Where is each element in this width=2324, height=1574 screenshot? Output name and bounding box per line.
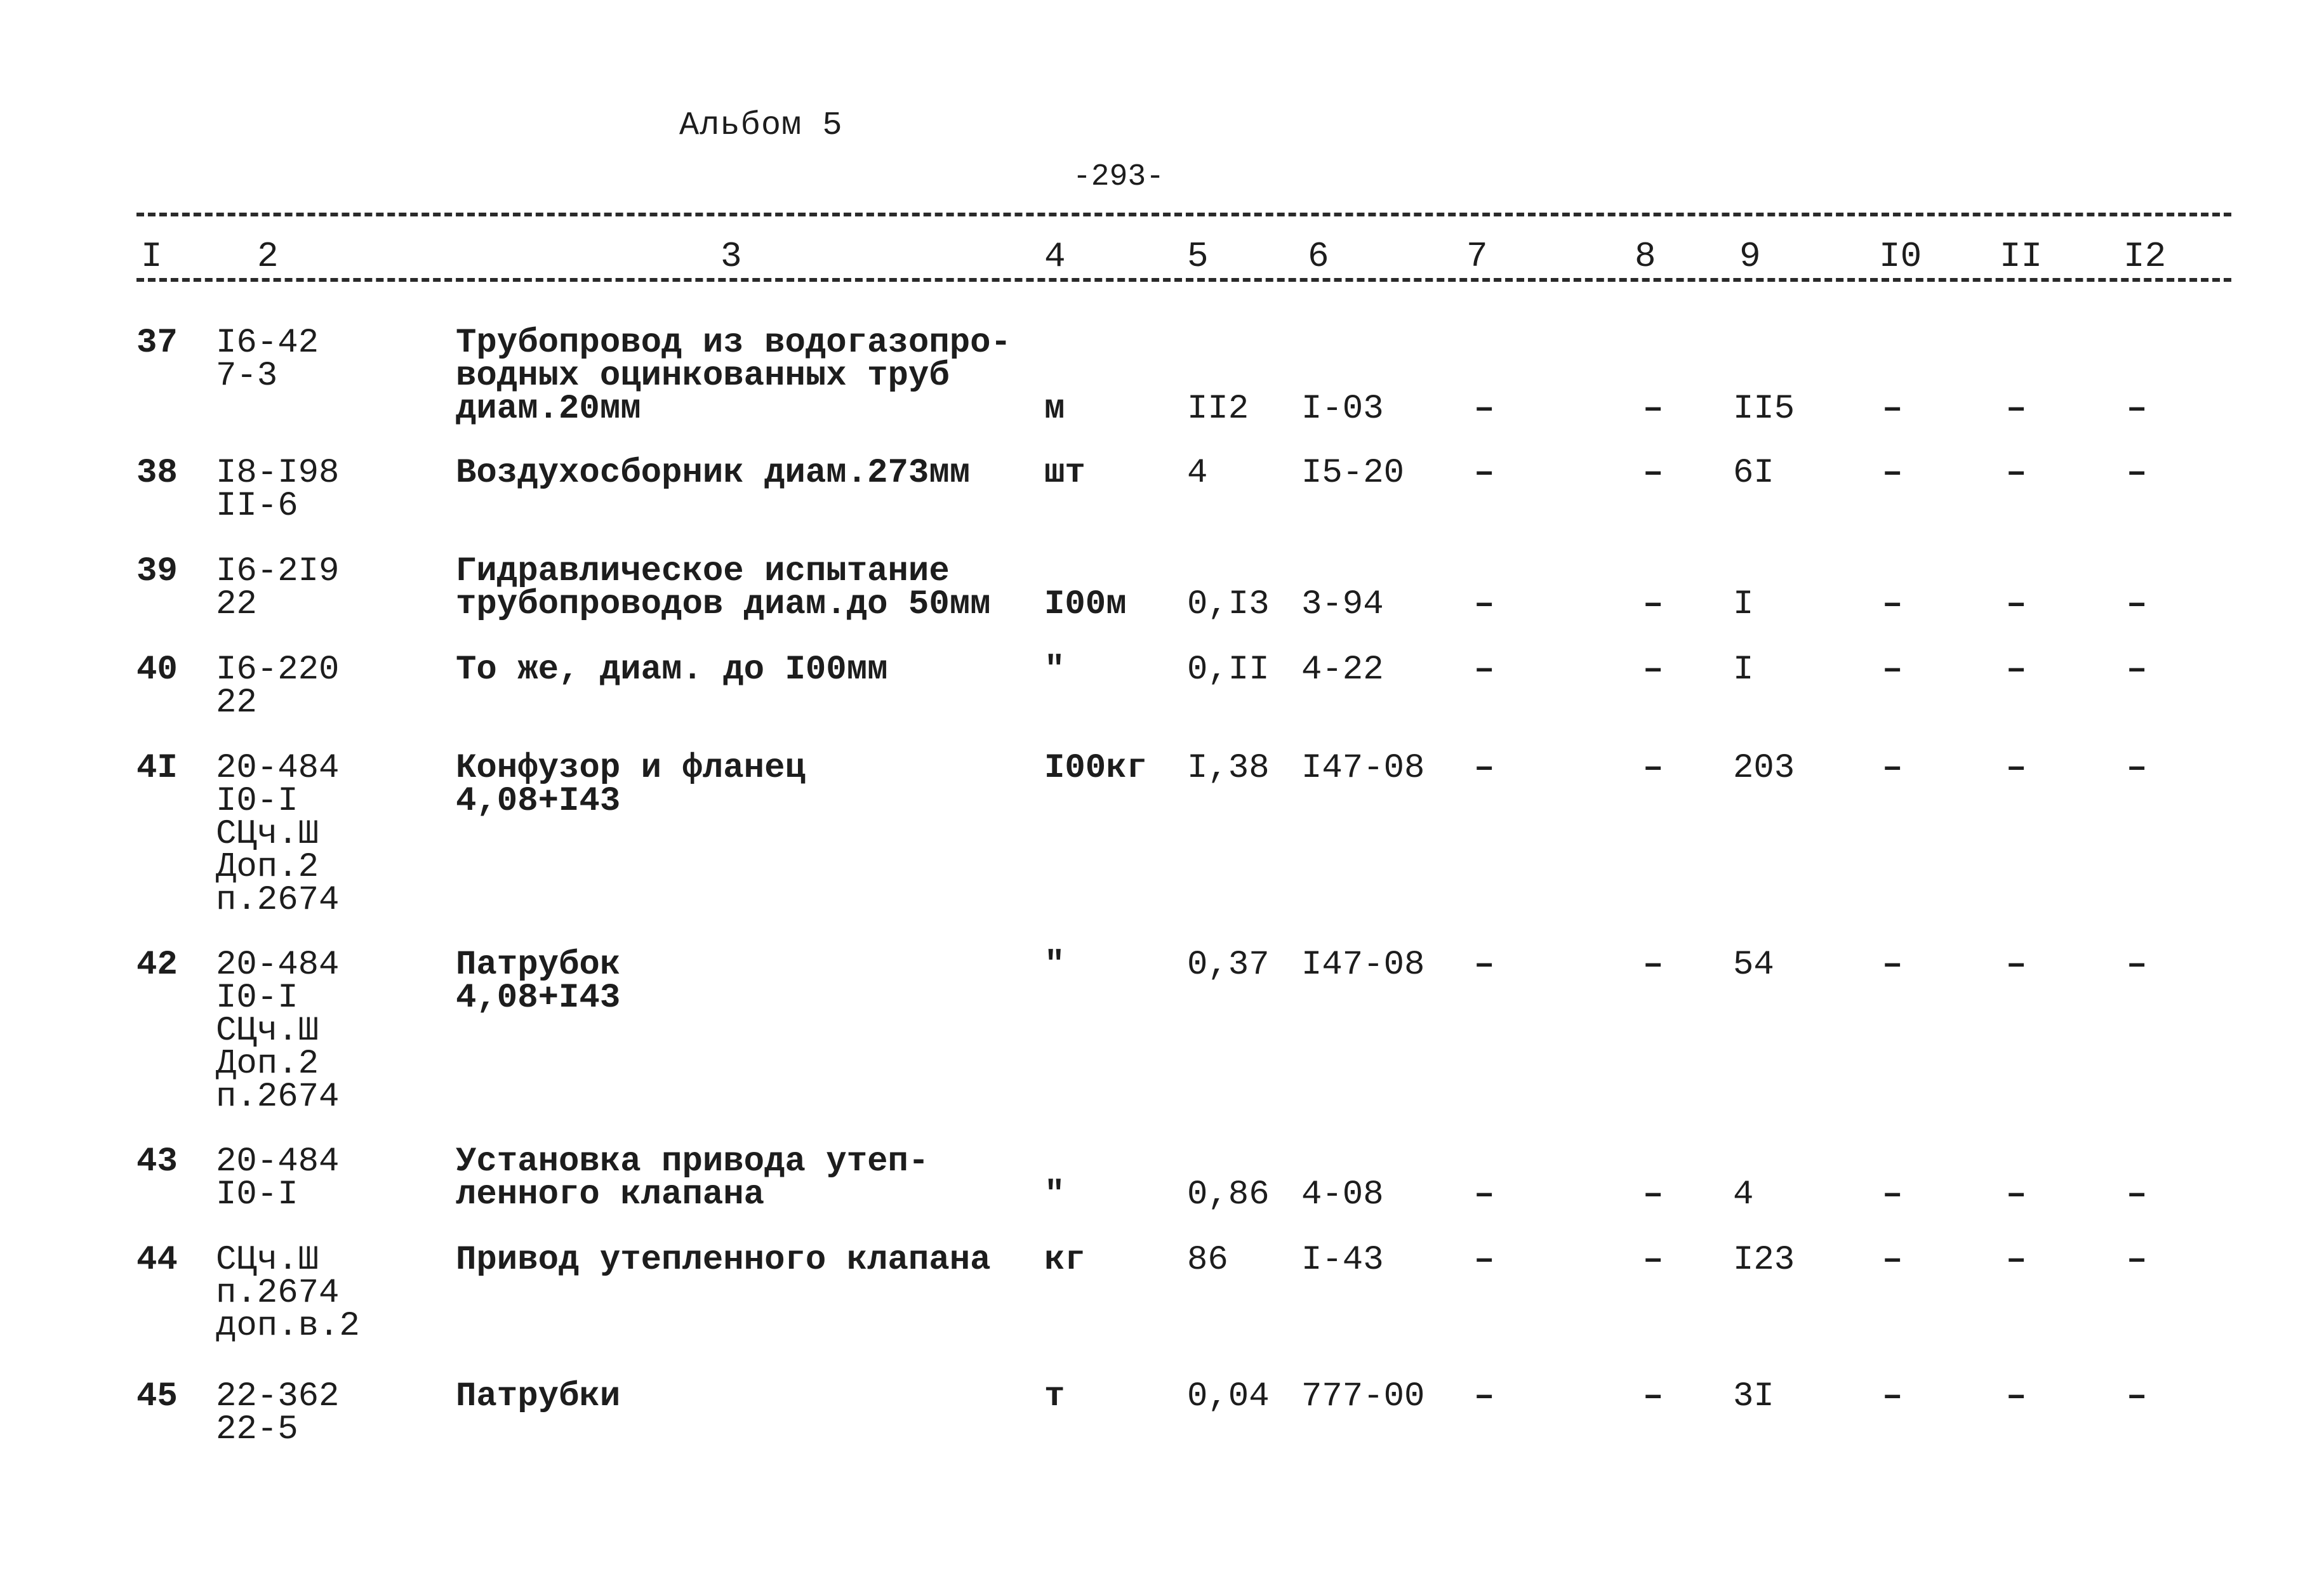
quantity: 0,37 (1187, 946, 1270, 984)
col-10-value: – (1882, 651, 1903, 689)
col-10-value: – (1882, 946, 1903, 984)
col-9-value: I (1733, 651, 1754, 689)
page-number: -293- (1073, 160, 1165, 194)
top-rule (136, 213, 2231, 216)
norm-code-line: СЦч.Ш (216, 1012, 319, 1050)
norm-code-line: I6-2I9 (216, 552, 340, 591)
col-12-value: – (2127, 390, 2148, 428)
col-10-value: – (1882, 749, 1903, 788)
norm-code-line: п.2674 (216, 881, 340, 920)
norm-code-line: 22 (216, 684, 257, 722)
col-7-value: – (1474, 651, 1495, 689)
row-number: 40 (136, 651, 178, 689)
row-number: 42 (136, 946, 178, 984)
unit-price: I-43 (1301, 1241, 1384, 1280)
work-description (456, 552, 991, 624)
col-7-value: – (1474, 585, 1495, 624)
album-title: Альбом 5 (679, 107, 843, 144)
unit-price: 777-00 (1301, 1377, 1425, 1416)
unit-of-measure: т (1044, 1377, 1065, 1416)
quantity: 0,II (1187, 651, 1270, 689)
work-description-line: То же, диам. до I00мм (456, 651, 888, 689)
col-7-value: – (1474, 1175, 1495, 1214)
unit-of-measure: шт (1044, 454, 1086, 493)
row-number: 44 (136, 1241, 178, 1280)
col-11-value: – (2006, 1175, 2027, 1214)
norm-code-line: I6-42 (216, 324, 319, 362)
col-11-value: – (2006, 454, 2027, 493)
col-8-value: – (1643, 390, 1664, 428)
norm-code (216, 324, 319, 395)
col-8-value: – (1643, 651, 1664, 689)
col-10-value: – (1882, 454, 1903, 493)
work-description-line: Гидравлическое испытание (456, 552, 950, 591)
unit-of-measure: м (1044, 390, 1065, 428)
norm-code (216, 651, 340, 722)
work-description-line: Трубопровод из водогазопро- (456, 324, 1011, 362)
work-description (456, 1241, 991, 1280)
quantity: I,38 (1187, 749, 1270, 788)
row-number: 39 (136, 552, 178, 591)
unit-of-measure: " (1044, 946, 1065, 984)
col-header-1: I (141, 236, 163, 277)
col-11-value: – (2006, 946, 2027, 984)
col-12-value: – (2127, 1377, 2148, 1416)
col-7-value: – (1474, 390, 1495, 428)
norm-code (216, 749, 340, 920)
quantity: 0,04 (1187, 1377, 1270, 1416)
col-header-9: 9 (1739, 236, 1761, 277)
work-description (456, 324, 1011, 428)
col-10-value: – (1882, 390, 1903, 428)
work-description-line: Конфузор и фланец (456, 749, 806, 788)
row-number: 45 (136, 1377, 178, 1416)
col-7-value: – (1474, 1377, 1495, 1416)
col-9-value: 6I (1733, 454, 1774, 493)
col-7-value: – (1474, 454, 1495, 493)
norm-code-line: I0-I (216, 782, 298, 821)
col-11-value: – (2006, 390, 2027, 428)
work-description (456, 454, 971, 493)
col-8-value: – (1643, 749, 1664, 788)
col-7-value: – (1474, 749, 1495, 788)
unit-of-measure: кг (1044, 1241, 1086, 1280)
col-9-value: I (1733, 585, 1754, 624)
col-header-2: 2 (257, 236, 279, 277)
col-header-7: 7 (1466, 236, 1488, 277)
col-9-value: 4 (1733, 1175, 1754, 1214)
col-8-value: – (1643, 585, 1664, 624)
quantity: 0,86 (1187, 1175, 1270, 1214)
col-header-8: 8 (1635, 236, 1656, 277)
col-11-value: – (2006, 749, 2027, 788)
work-description-line: 4,08+I43 (456, 979, 621, 1017)
col-header-11: II (2000, 236, 2043, 277)
norm-code-line: 22-362 (216, 1377, 340, 1416)
col-8-value: – (1643, 946, 1664, 984)
col-7-value: – (1474, 1241, 1495, 1280)
col-12-value: – (2127, 454, 2148, 493)
norm-code-line: I8-I98 (216, 454, 340, 493)
col-10-value: – (1882, 1241, 1903, 1280)
norm-code-line: I6-220 (216, 651, 340, 689)
col-11-value: – (2006, 585, 2027, 624)
work-description-line: 4,08+I43 (456, 782, 621, 821)
unit-of-measure: I00м (1044, 585, 1127, 624)
col-12-value: – (2127, 651, 2148, 689)
col-9-value: 54 (1733, 946, 1774, 984)
col-header-3: 3 (720, 236, 742, 277)
quantity: 4 (1187, 454, 1208, 493)
work-description (456, 1377, 621, 1416)
col-header-12: I2 (2123, 236, 2167, 277)
work-description-line: диам.20мм (456, 390, 641, 428)
norm-code (216, 454, 340, 526)
col-header-6: 6 (1308, 236, 1329, 277)
col-11-value: – (2006, 1241, 2027, 1280)
col-11-value: – (2006, 1377, 2027, 1416)
col-12-value: – (2127, 1241, 2148, 1280)
col-header-10: I0 (1879, 236, 1922, 277)
work-description (456, 651, 888, 689)
norm-code-line: I0-I (216, 1175, 298, 1214)
norm-code-line: доп.в.2 (216, 1307, 360, 1346)
col-9-value: 203 (1733, 749, 1795, 788)
work-description-line: Привод утепленного клапана (456, 1241, 991, 1280)
unit-price: I47-08 (1301, 946, 1425, 984)
norm-code (216, 1377, 340, 1449)
norm-code-line: Доп.2 (216, 848, 319, 887)
col-10-value: – (1882, 1377, 1903, 1416)
norm-code-line: СЦч.Ш (216, 1241, 319, 1280)
col-12-value: – (2127, 749, 2148, 788)
unit-price: 4-22 (1301, 651, 1384, 689)
norm-code-line: 20-484 (216, 946, 340, 984)
col-10-value: – (1882, 585, 1903, 624)
work-description-line: Патрубок (456, 946, 621, 984)
norm-code-line: 20-484 (216, 749, 340, 788)
norm-code (216, 1142, 340, 1214)
unit-price: I-03 (1301, 390, 1384, 428)
norm-code-line: I0-I (216, 979, 298, 1017)
unit-price: I5-20 (1301, 454, 1405, 493)
unit-of-measure: I00кг (1044, 749, 1148, 788)
norm-code-line: п.2674 (216, 1078, 340, 1116)
unit-price: 3-94 (1301, 585, 1384, 624)
unit-price: I47-08 (1301, 749, 1425, 788)
norm-code-line: Доп.2 (216, 1045, 319, 1083)
col-12-value: – (2127, 1175, 2148, 1214)
col-9-value: 3I (1733, 1377, 1774, 1416)
norm-code (216, 1241, 360, 1346)
work-description (456, 946, 621, 1017)
row-number: 43 (136, 1142, 178, 1181)
unit-of-measure: " (1044, 1175, 1065, 1214)
quantity: 86 (1187, 1241, 1228, 1280)
col-12-value: – (2127, 946, 2148, 984)
row-number: 37 (136, 324, 178, 362)
col-header-5: 5 (1187, 236, 1209, 277)
col-8-value: – (1643, 1241, 1664, 1280)
norm-code (216, 552, 340, 624)
col-8-value: – (1643, 1175, 1664, 1214)
quantity: 0,I3 (1187, 585, 1270, 624)
col-9-value: II5 (1733, 390, 1795, 428)
norm-code-line: 22-5 (216, 1410, 298, 1449)
row-number: 38 (136, 454, 178, 493)
col-7-value: – (1474, 946, 1495, 984)
unit-of-measure: " (1044, 651, 1065, 689)
work-description-line: Патрубки (456, 1377, 621, 1416)
work-description-line: водных оцинкованных труб (456, 357, 950, 395)
unit-price: 4-08 (1301, 1175, 1384, 1214)
norm-code-line: II-6 (216, 487, 298, 526)
work-description (456, 749, 806, 821)
quantity: II2 (1187, 390, 1249, 428)
work-description (456, 1142, 929, 1214)
norm-code-line: 20-484 (216, 1142, 340, 1181)
work-description-line: ленного клапана (456, 1175, 765, 1214)
col-8-value: – (1643, 1377, 1664, 1416)
col-9-value: I23 (1733, 1241, 1795, 1280)
norm-code (216, 946, 340, 1116)
work-description-line: Установка привода утеп- (456, 1142, 929, 1181)
col-11-value: – (2006, 651, 2027, 689)
col-10-value: – (1882, 1175, 1903, 1214)
work-description-line: Воздухосборник диам.273мм (456, 454, 971, 493)
norm-code-line: п.2674 (216, 1274, 340, 1313)
norm-code-line: СЦч.Ш (216, 815, 319, 854)
norm-code-line: 22 (216, 585, 257, 624)
work-description-line: трубопроводов диам.до 50мм (456, 585, 991, 624)
col-header-4: 4 (1044, 236, 1066, 277)
header-rule (136, 278, 2231, 282)
row-number: 4I (136, 749, 178, 788)
col-8-value: – (1643, 454, 1664, 493)
norm-code-line: 7-3 (216, 357, 278, 395)
col-12-value: – (2127, 585, 2148, 624)
